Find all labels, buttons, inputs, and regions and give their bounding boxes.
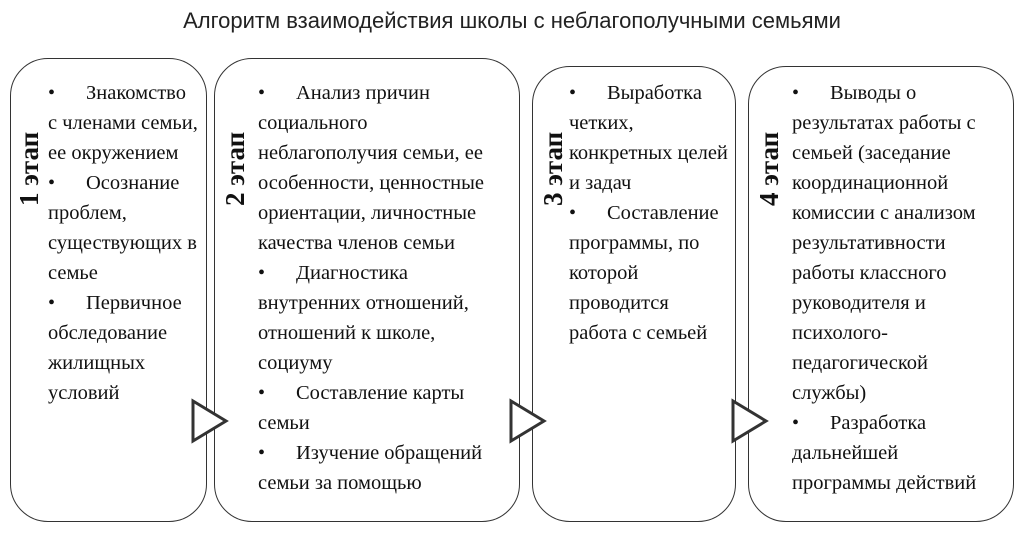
stage-3-item: • Выработка четких, конкретных целей и задач bbox=[569, 78, 731, 198]
stage-4-item: • Выводы о результатах работы с семьей (заседание координационной комиссии с анализом результативности работы классного руководителя и психолого-педагогической службы) bbox=[792, 78, 998, 408]
stage-1-list bbox=[48, 78, 198, 408]
stage-2-item: • Диагностика внутренних отношений, отношений к школе, социуму bbox=[258, 258, 510, 378]
diagram-title: Алгоритм взаимодействия школы с неблагополучными семьями bbox=[183, 8, 841, 33]
stage-4-item: • Разработка дальнейшей программы действий bbox=[792, 408, 998, 498]
stage-2-item: • Составление карты семьи bbox=[258, 378, 510, 438]
arrow-2-icon bbox=[508, 398, 548, 444]
stage-3-item: • Составление программы, по которой проводится работа с семьей bbox=[569, 198, 731, 348]
stage-1-item: • Знакомство с членами семьи, ее окружением bbox=[48, 78, 198, 168]
stage-1-item: • Первичное обследование жилищных условий bbox=[48, 288, 198, 408]
stage-1-label: 1 этап bbox=[14, 131, 44, 206]
arrow-1-icon bbox=[190, 398, 230, 444]
stage-4-list bbox=[792, 78, 998, 498]
stage-2-item: • Изучение обращений семьи за помощью bbox=[258, 438, 510, 498]
stage-3-label: 3 этап bbox=[538, 131, 568, 206]
arrow-3-icon bbox=[730, 398, 770, 444]
stage-3-list bbox=[569, 78, 731, 348]
stage-2-list bbox=[258, 78, 510, 498]
stage-1-item: • Осознание проблем, существующих в семье bbox=[48, 168, 198, 288]
stage-4-label: 4 этап bbox=[754, 131, 784, 206]
stage-2-label: 2 этап bbox=[220, 131, 250, 206]
stage-2-item: • Анализ причин социального неблагополучия семьи, ее особенности, ценностные ориентации, личностные качества членов семьи bbox=[258, 78, 510, 258]
